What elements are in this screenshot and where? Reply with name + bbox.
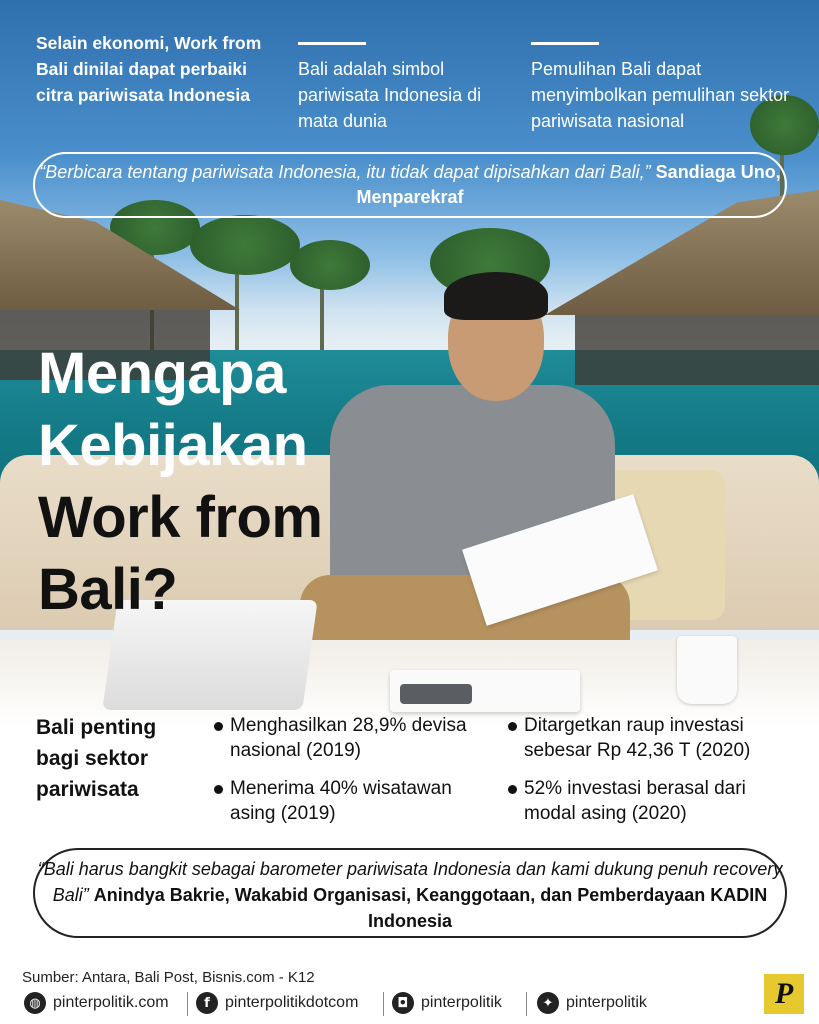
divider bbox=[298, 42, 366, 45]
pinterpolitik-logo: P bbox=[764, 974, 804, 1014]
divider bbox=[531, 42, 599, 45]
stat-text: 52% investasi berasal dari modal asing (2020) bbox=[524, 778, 746, 824]
stat-text: Menerima 40% wisatawan asing (2019) bbox=[230, 778, 452, 824]
twitter-link[interactable] bbox=[537, 990, 647, 1016]
bullet-icon bbox=[214, 722, 223, 731]
person-hair bbox=[444, 272, 548, 320]
palm-leaves bbox=[290, 240, 370, 290]
title-line-2: Kebijakan bbox=[38, 413, 308, 478]
divider bbox=[187, 992, 188, 1016]
stat-item bbox=[230, 713, 470, 763]
quote-text: “Bali harus bangkit sebagai barometer pariwisata Indonesia dan kami dukung penuh recovery Bali” bbox=[37, 859, 783, 905]
stat-item bbox=[230, 776, 470, 826]
source-credit: Sumber: Antara, Bali Post, Bisnis.com - K12 bbox=[22, 969, 315, 986]
quote-speaker: Anindya Bakrie, Wakabid Organisasi, Keanggotaan, dan Pemberdayaan KADIN Indonesia bbox=[93, 885, 768, 931]
instagram-text: pinterpolitik bbox=[421, 994, 502, 1011]
page-title bbox=[38, 338, 368, 626]
header-headline: Selain ekonomi, Work from Bali dinilai dapat perbaiki citra pariwisata Indonesia bbox=[36, 33, 262, 105]
facebook-text: pinterpolitikdotcom bbox=[225, 994, 359, 1011]
twitter-icon: ✦ bbox=[537, 992, 559, 1014]
title-line-4: Bali? bbox=[38, 557, 178, 622]
stat-text: Ditargetkan raup investasi sebesar Rp 42,36 T (2020) bbox=[524, 715, 751, 761]
quote-top bbox=[33, 152, 787, 218]
calculator bbox=[400, 684, 472, 704]
quote-bottom bbox=[33, 848, 787, 938]
title-line-1: Mengapa bbox=[38, 341, 286, 406]
twitter-text: pinterpolitik bbox=[566, 994, 647, 1011]
website-text: pinterpolitik.com bbox=[53, 994, 169, 1011]
gazebo-deck bbox=[575, 315, 819, 385]
bullet-icon bbox=[508, 785, 517, 794]
stat-item bbox=[524, 776, 764, 826]
bullet-icon bbox=[508, 722, 517, 731]
website-link[interactable] bbox=[24, 990, 169, 1016]
title-line-3: Work from bbox=[38, 485, 323, 550]
header-point-1: Bali adalah simbol pariwisata Indonesia di mata dunia bbox=[298, 59, 482, 131]
instagram-link[interactable] bbox=[392, 990, 502, 1016]
coffee-mug bbox=[677, 636, 737, 704]
quote-speaker: Sandiaga Uno, Menparekraf bbox=[356, 162, 781, 207]
stat-item bbox=[524, 713, 794, 763]
divider bbox=[526, 992, 527, 1016]
quote-text: “Berbicara tentang pariwisata Indonesia, itu tidak dapat dipisahkan dari Bali,” bbox=[39, 162, 651, 182]
header-point-2: Pemulihan Bali dapat menyimbolkan pemulihan sektor pariwisata nasional bbox=[531, 59, 790, 131]
globe-icon: ◍ bbox=[24, 992, 46, 1014]
facebook-icon: f bbox=[196, 992, 218, 1014]
gazebo-right bbox=[545, 190, 819, 390]
bullet-icon bbox=[214, 785, 223, 794]
instagram-icon: ◘ bbox=[392, 992, 414, 1014]
divider bbox=[383, 992, 384, 1016]
stat-text: Menghasilkan 28,9% devisa nasional (2019) bbox=[230, 715, 467, 761]
facebook-link[interactable] bbox=[196, 990, 358, 1016]
stats-heading: Bali penting bagi sektor pariwisata bbox=[36, 716, 157, 801]
